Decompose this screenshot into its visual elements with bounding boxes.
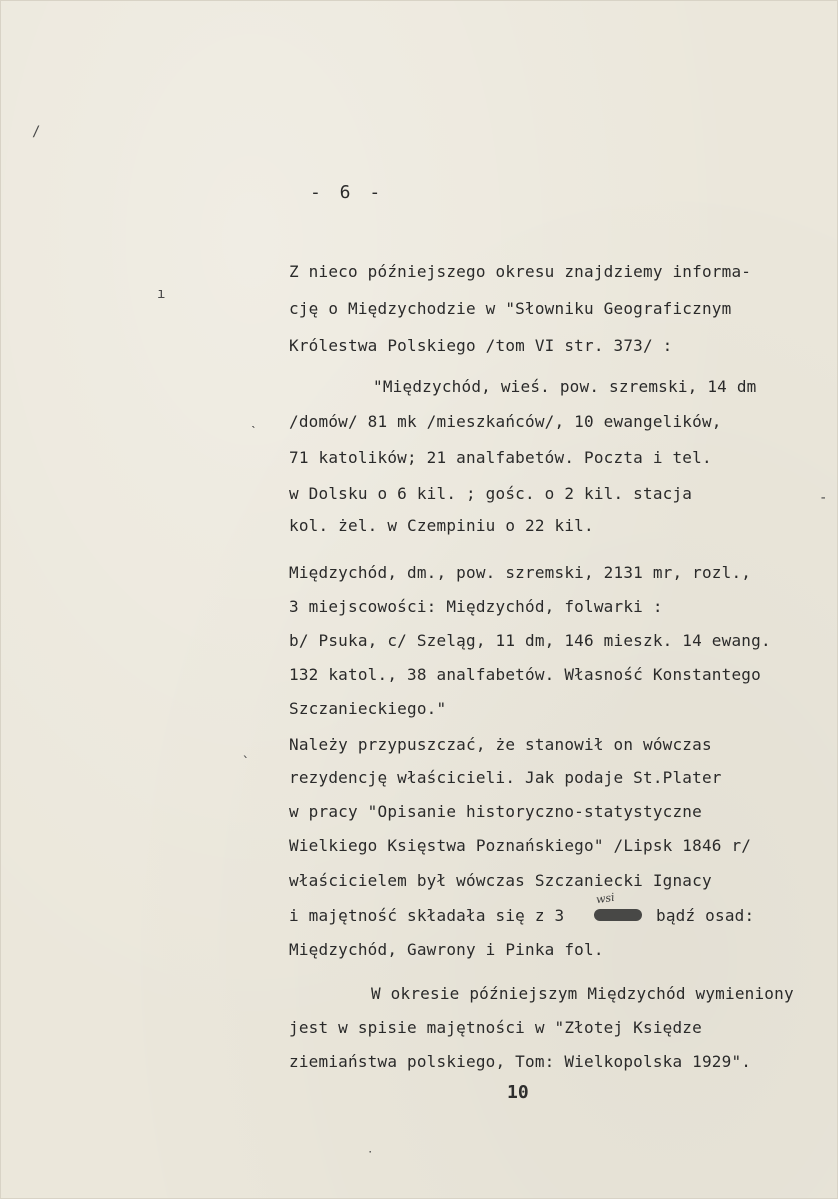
text-line: Królestwa Polskiego /tom VI str. 373/ : xyxy=(289,336,673,355)
text-line: w pracy "Opisanie historyczno-statystyczne xyxy=(289,802,702,821)
text-line: rezydencję właścicieli. Jak podaje St.Plater xyxy=(289,768,722,787)
text-line: w Dolsku o 6 kil. ; gośc. o 2 kil. stacja xyxy=(289,484,693,503)
text-line: jest w spisie majętności w "Złotej Księdze xyxy=(289,1018,702,1037)
text-line: Z nieco późniejszego okresu znajdziemy informa- xyxy=(289,262,752,281)
text-line: Międzychód, dm., pow. szremski, 2131 mr, rozl., xyxy=(289,563,752,582)
text-line: "Międzychód, wieś. pow. szremski, 14 dm xyxy=(373,377,757,396)
margin-mark: ˎ xyxy=(241,742,250,758)
text-line: Szczanieckiego." xyxy=(289,699,447,718)
text-line: właścicielem był wówczas Szczaniecki Ignacy xyxy=(289,871,712,890)
text-line: ziemiaństwa polskiego, Tom: Wielkopolska 1929". xyxy=(289,1052,752,1071)
text-line: W okresie późniejszym Międzychód wymieniony xyxy=(371,984,794,1003)
margin-mark: ˙ xyxy=(366,1150,375,1166)
text-line: i majętność składała się z 3 xyxy=(289,906,565,925)
text-line: 71 katolików; 21 analfabetów. Poczta i tel. xyxy=(289,448,712,467)
text-line: Należy przypuszczać, że stanowił on wówczas xyxy=(289,735,712,754)
margin-mark: / xyxy=(32,124,41,140)
handwritten-correction: wsi xyxy=(595,890,616,907)
text-line: b/ Psuka, c/ Szeląg, 11 dm, 146 mieszk. 14 ewang. xyxy=(289,631,771,650)
page-number: - 6 - xyxy=(310,182,385,203)
text-line: cję o Międzychodzie w "Słowniku Geograficznym xyxy=(289,299,732,318)
text-line: Międzychód, Gawrony i Pinka fol. xyxy=(289,940,604,959)
text-line: 132 katol., 38 analfabetów. Własność Konstantego xyxy=(289,665,761,684)
text-line: /domów/ 81 mk /mieszkańców/, 10 ewangelików, xyxy=(289,412,722,431)
margin-mark: - xyxy=(819,490,828,506)
text-line: 3 miejscowości: Międzychód, folwarki : xyxy=(289,597,663,616)
crossed-out-word xyxy=(594,909,642,921)
text-line: kol. żel. w Czempiniu o 22 kil. xyxy=(289,516,594,535)
text-line: Wielkiego Księstwa Poznańskiego" /Lipsk 1846 r/ xyxy=(289,836,752,855)
footer-mark: 10 xyxy=(507,1082,529,1103)
margin-mark: ı xyxy=(157,286,166,302)
margin-mark: ˴ xyxy=(251,418,260,434)
text-line: bądź osad: xyxy=(656,906,755,925)
